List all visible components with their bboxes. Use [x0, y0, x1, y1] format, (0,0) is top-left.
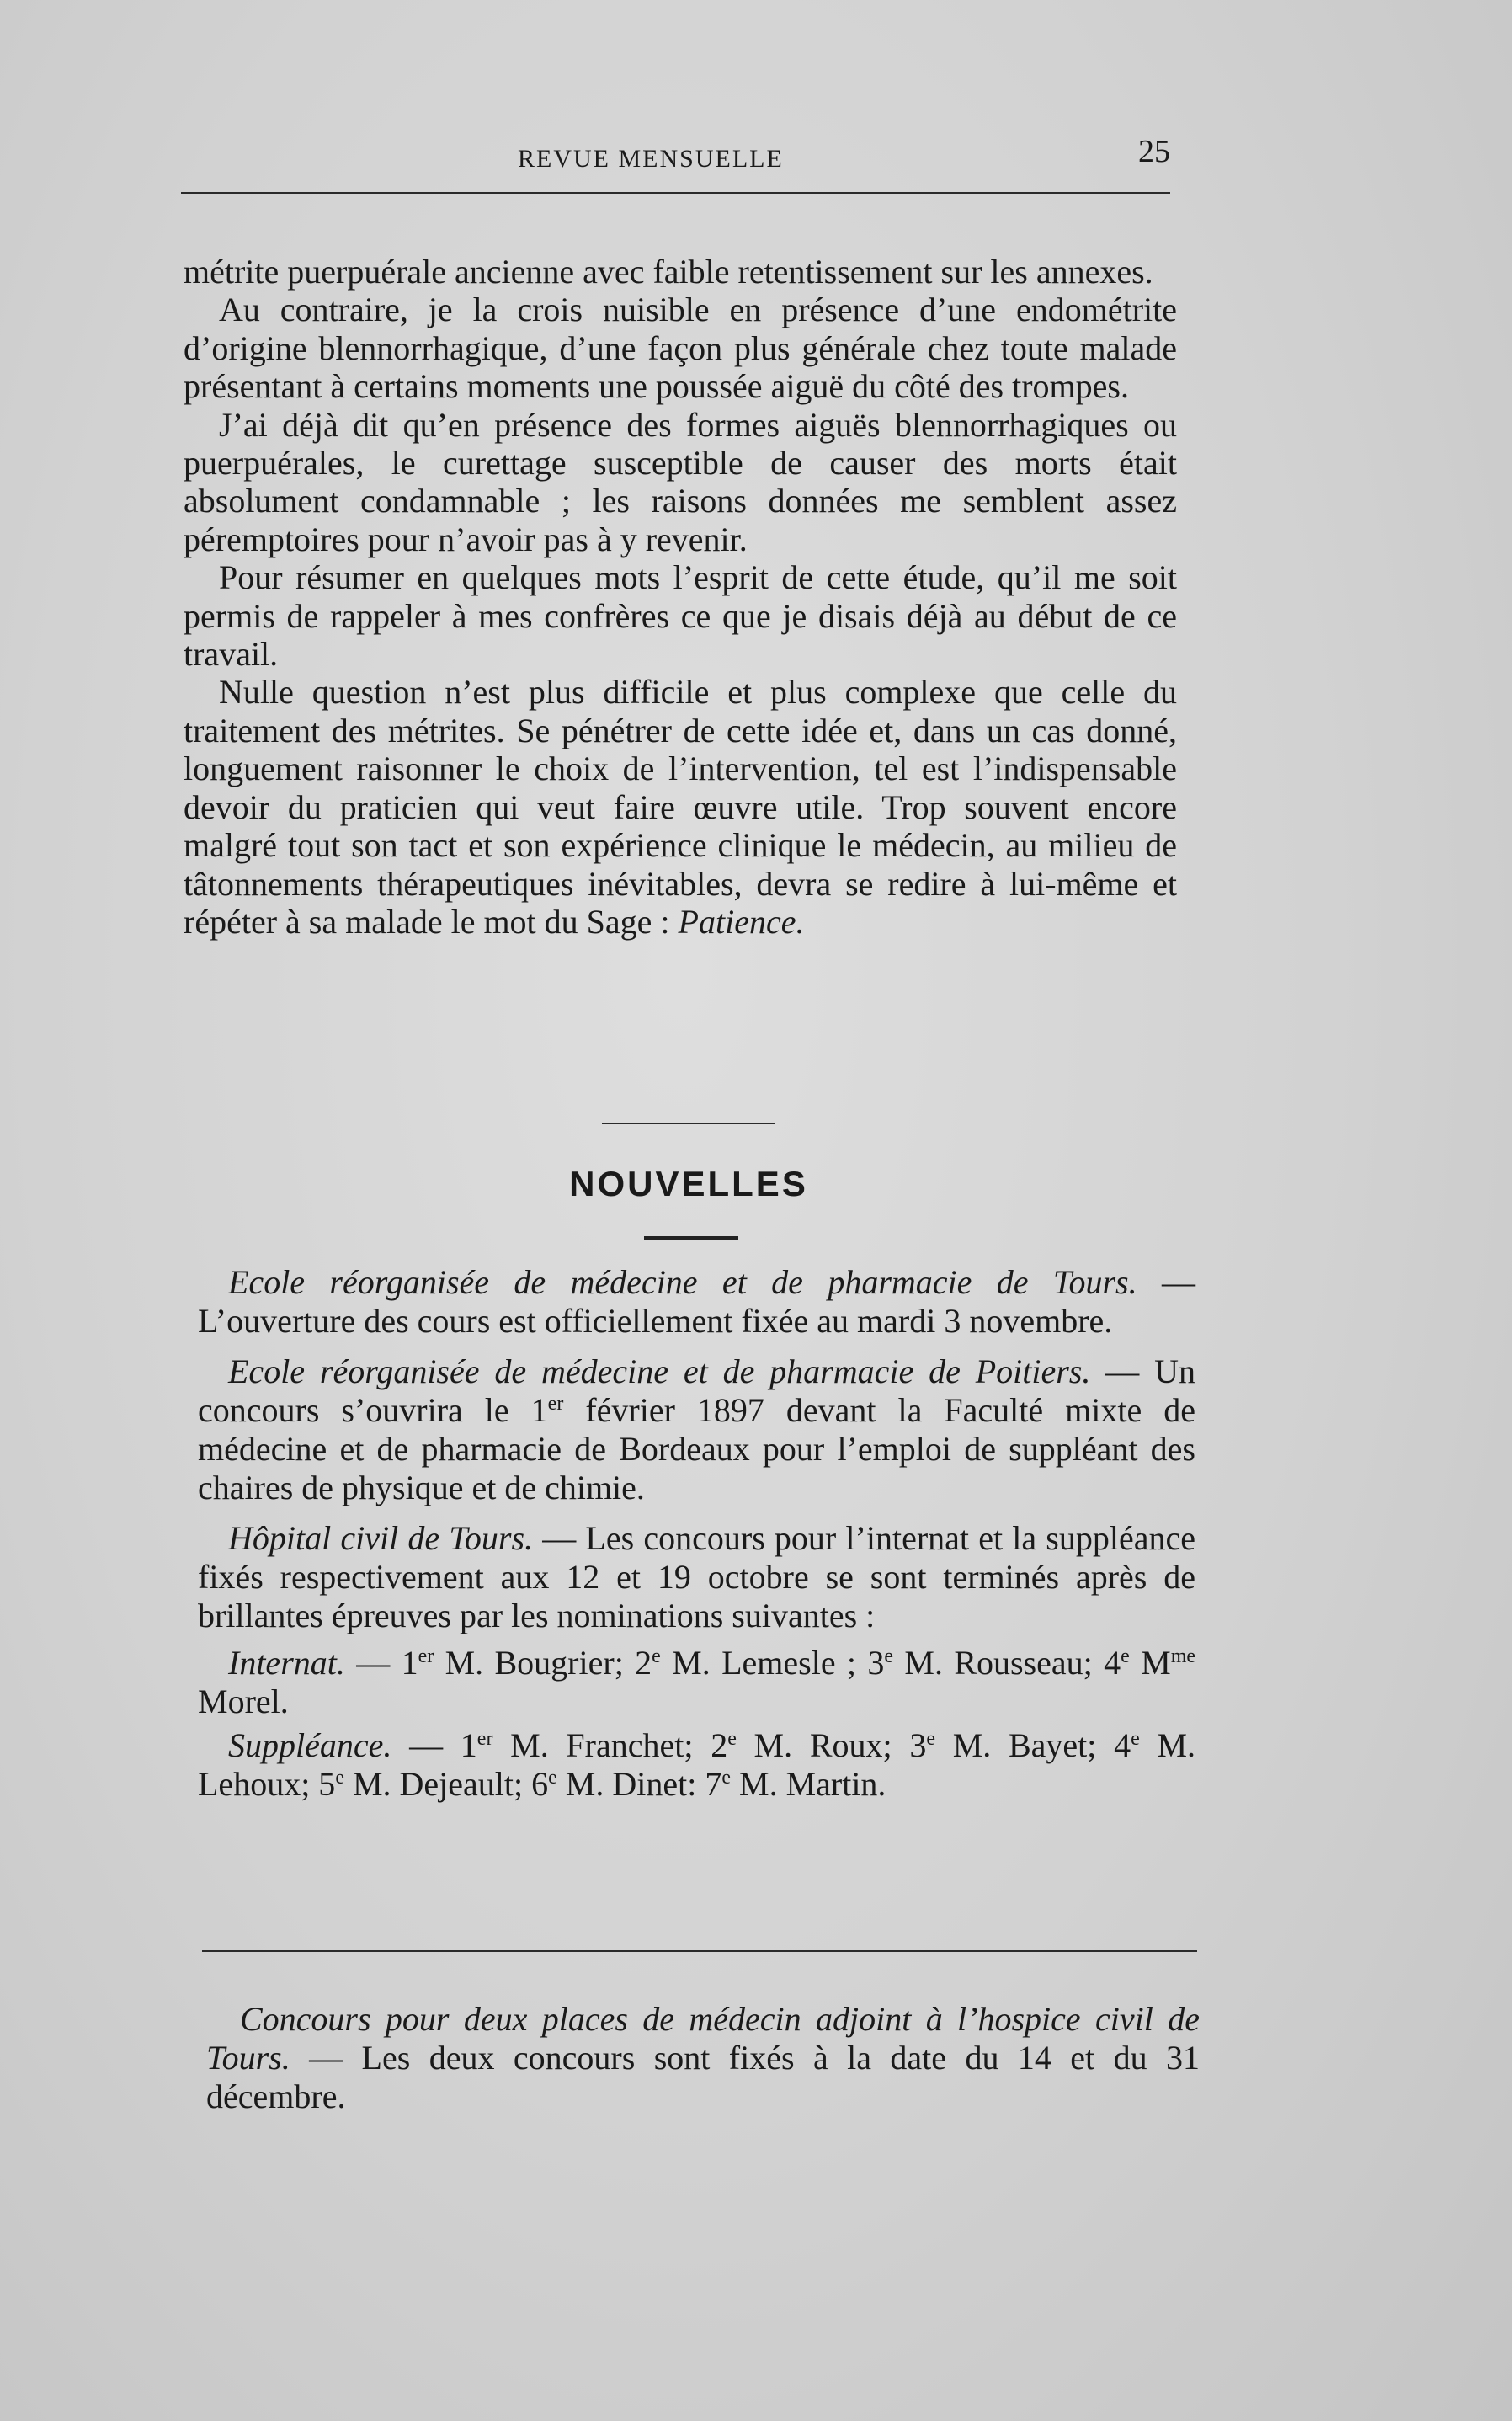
nomination-text: M. Lemesle ; 3	[660, 1644, 885, 1682]
section-heading: NOUVELLES	[569, 1164, 808, 1203]
section-separator	[202, 1950, 1197, 1952]
nomination-text: M. Dinet: 7	[556, 1765, 722, 1803]
nomination-text: — 1	[344, 1644, 418, 1682]
news-item-text: — Un concours s’ouvrira le 1	[198, 1352, 1195, 1429]
paragraph: métrite puerpuérale ancienne avec faible retentissement sur les annexes.	[184, 253, 1153, 291]
news-item-title: Concours pour deux places de médecin adjoint à l’hospice civil de Tours.	[206, 2000, 1200, 2077]
news-item-title: Ecole réorganisée de médecine et de pharmacie de Poitiers.	[228, 1352, 1091, 1390]
news-item-text: — L’ouverture des cours est officiellement fixée au mardi 3 novembre.	[198, 1263, 1196, 1340]
heading-rule	[644, 1236, 738, 1240]
running-title: REVUE MENSUELLE	[518, 145, 784, 173]
paragraph: Pour résumer en quelques mots l’esprit de cette étude, qu’il me soit permis de rappeler à mes confrères ce que je disais déjà au début de ce travail.	[184, 558, 1177, 674]
nomination-text: M. Rousseau; 4	[893, 1644, 1121, 1682]
news-item-title: Ecole réorganisée de médecine et de pharmacie de Tours.	[228, 1263, 1137, 1301]
news-item-title: Hôpital civil de Tours.	[228, 1519, 534, 1557]
nomination-text: M. Bougrier; 2	[434, 1644, 652, 1682]
ordinal-suffix: e	[721, 1767, 731, 1789]
suppleance-nominations	[198, 1726, 1195, 1804]
news-item-poitiers-school	[198, 1352, 1195, 1507]
news-item-hospital	[198, 1519, 1195, 1635]
nomination-label: Suppléance.	[228, 1726, 392, 1764]
ordinal-suffix: e	[548, 1767, 557, 1789]
news-item-tours-school	[198, 1263, 1195, 1341]
ordinal-suffix: er	[418, 1645, 434, 1667]
ordinal-suffix: e	[926, 1728, 935, 1750]
ordinal-suffix: e	[335, 1767, 344, 1789]
nomination-text: M. Dejeault; 6	[343, 1765, 549, 1803]
news-item-concours	[206, 2000, 1200, 2116]
nomination-label: Internat.	[228, 1644, 345, 1682]
nomination-text: M. Roux; 3	[736, 1726, 927, 1764]
running-header	[181, 134, 1170, 185]
paragraph-text: Nulle question n’est plus difficile et plus complexe que celle du traitement des métrites. Se pénétrer de cette idée et, dans un cas donné, longuement raisonner le choix de l’intervention, tel est l’indispensable devoir du praticien qui veut faire œuvre utile. Trop souvent encore malgré tout son tact et son expérience clinique le médecin, au milieu de tâtonnements thérapeutiques inévitables, devra se redire à lui-même et répéter à sa malade le mot du Sage :	[184, 673, 1177, 941]
nomination-text: M. Franchet; 2	[492, 1726, 728, 1764]
internat-nominations	[198, 1644, 1195, 1721]
nomination-text: M	[1129, 1644, 1171, 1682]
closing-word: Patience.	[678, 902, 805, 941]
nomination-text: M. Lehoux; 5	[198, 1726, 1196, 1803]
paragraph	[184, 673, 1177, 941]
nomination-text: — 1	[391, 1726, 477, 1764]
news-item-text: février 1897 devant la Faculté mixte de médecine et de pharmacie de Bordeaux pour l’emploi de suppléant des chaires de physique et de chimie.	[198, 1391, 1196, 1506]
ordinal-suffix: e	[1131, 1728, 1140, 1750]
header-rule	[181, 192, 1170, 194]
news-item-text: — Les concours pour l’internat et la suppléance fixés respectivement aux 12 et 19 octobre se sont terminés après de brillantes épreuves par les nominations suivantes :	[198, 1519, 1195, 1634]
ordinal-suffix: e	[652, 1645, 661, 1667]
news-item-text: — Les deux concours sont fixés à la date du 14 et du 31 décembre.	[206, 2039, 1200, 2115]
ordinal-suffix: e	[1121, 1645, 1130, 1667]
ordinal-suffix: er	[476, 1728, 493, 1750]
article-end-rule	[602, 1123, 775, 1124]
ordinal-suffix: e	[884, 1645, 894, 1667]
paragraph: J’ai déjà dit qu’en présence des formes aiguës blennorrhagiques ou puerpuérales, le curettage susceptible de causer des morts était absolument condamnable ; les raisons données me semblent assez péremptoires pour n’avoir pas à y revenir.	[184, 405, 1177, 558]
ordinal-suffix: er	[547, 1393, 564, 1415]
nomination-text: M. Martin.	[731, 1765, 886, 1803]
article-continuation	[184, 253, 1177, 941]
page-number: 25	[1138, 134, 1170, 169]
paragraph: Au contraire, je la crois nuisible en présence d’une endométrite d’origine blennorrhagique, d’une façon plus générale chez toute malade présentant à certains moments une poussée aiguë du côté des trompes.	[184, 291, 1177, 406]
nomination-text: M. Bayet; 4	[934, 1726, 1131, 1764]
ordinal-suffix: e	[727, 1728, 737, 1750]
news-section	[198, 1263, 1195, 1809]
title-suffix: me	[1170, 1645, 1196, 1667]
nomination-text: Morel.	[198, 1682, 289, 1720]
